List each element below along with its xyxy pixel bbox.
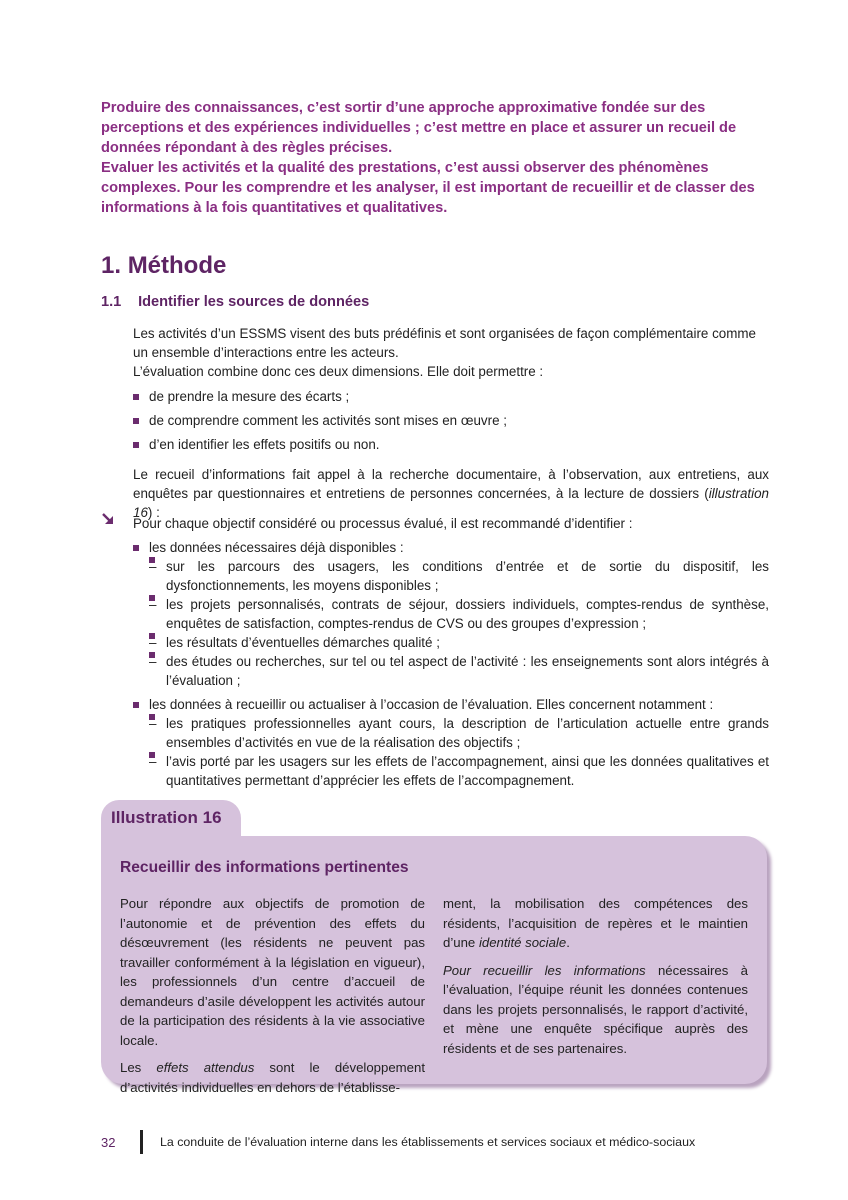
emphasis: effets attendus	[156, 1060, 255, 1075]
dash-list	[149, 557, 769, 690]
intro-summary	[101, 98, 781, 218]
footer-divider	[140, 1130, 143, 1154]
illustration-tab-label: Illustration 16	[111, 808, 222, 827]
illustration-tab	[101, 800, 241, 836]
running-footer: La conduite de l’évaluation interne dans les établissements et services sociaux et médico-sociaux	[160, 1135, 696, 1149]
paragraph	[120, 1058, 425, 1097]
paragraph-text: Les	[120, 1060, 157, 1075]
list-item: de prendre la mesure des écarts ;	[133, 387, 769, 406]
bullet-list	[133, 387, 769, 454]
illustration-title: Recueillir des informations pertinentes	[120, 859, 409, 876]
list-item: de comprendre comment les activités sont mises en œuvre ;	[133, 411, 769, 430]
objectives-block	[133, 324, 769, 522]
section-number: 1.	[101, 252, 122, 279]
paragraph	[443, 894, 748, 953]
paragraph-text: ) :	[147, 505, 160, 520]
paragraph-text: .	[566, 935, 570, 950]
list-item: d’en identifier les effets positifs ou non.	[133, 435, 769, 454]
list-item: – les résultats d’éventuelles démarches qualité ;	[149, 633, 769, 652]
list-item: – les pratiques professionnelles ayant cours, la description de l’articulation actuelle entre grands ensembles d’activités en vue de la réalisation des objectifs ;	[149, 714, 769, 752]
recommendation-block	[133, 514, 769, 795]
paragraph: Pour répondre aux objectifs de promotion de l’autonomie et de prévention des effets du désœuvrement (les résidents ne peuvent pas travailler conformément à la législation en vigueur), les professionnels d’un centre d’accueil de demandeurs d’asile développent les activités autour de la participation des résidents à la vie associative locale.	[120, 896, 425, 1048]
list-item	[133, 695, 769, 790]
arrow-down-right-icon	[101, 512, 117, 528]
illustration-column-right	[443, 894, 748, 1066]
dash-list	[149, 714, 769, 790]
paragraph-text: nécessaires à l’évaluation, l’équipe réunit les données contenues dans les projets personnalisés, le rapport d’activité, et mène une enquête spécifique auprès des résidents et de ses partenaires.	[443, 962, 749, 1056]
illustration-column-left	[120, 894, 425, 1105]
list-item-label: les données à recueillir ou actualiser à l’occasion de l’évaluation. Elles concernent notamment :	[149, 697, 714, 712]
paragraph: L’évaluation combine donc ces deux dimensions. Elle doit permettre :	[133, 364, 544, 379]
list-item: – sur les parcours des usagers, les conditions d’entrée et de sortie du dispositif, les dysfonctionnements, les moyens disponibles ;	[149, 557, 769, 595]
paragraph	[443, 961, 748, 1059]
section-title: Méthode	[127, 252, 227, 279]
bullet-list	[133, 538, 769, 790]
list-item: – des études ou recherches, sur tel ou tel aspect de l’activité : les enseignements sont alors intégrés à l’évaluation ;	[149, 652, 769, 690]
list-item: – l’avis porté par les usagers sur les effets de l’accompagnement, ainsi que les données qualitatives et quantitatives permettant d’apprécier les effets de l’accompagnement.	[149, 752, 769, 790]
section-heading	[101, 250, 226, 282]
paragraph: Les activités d’un ESSMS visent des buts prédéfinis et sont organisées de façon complémentaire comme un ensemble d’interactions entre les acteurs.	[133, 326, 756, 360]
illustration-reference: illustration 16	[133, 486, 769, 520]
list-item-label: les données nécessaires déjà disponibles :	[149, 540, 404, 555]
paragraph-text: Le recueil d’informations fait appel à la recherche documentaire, à l’observation, aux entretiens, aux enquêtes par questionnaires et entretiens de personnes concernées, à la lecture de dossiers (	[133, 467, 769, 501]
intro-paragraph-1: Produire des connaissances, c’est sortir d’une approche approximative fondée sur des perceptions et des expériences individuelles ; c’est mettre en place et assurer un recueil de données répondant à des règles précises.	[101, 100, 737, 156]
emphasis: identité sociale	[478, 935, 567, 950]
paragraph-text: ment, la mobilisation des compétences des résidents, l’acquisition de repères et le maintien d’une	[443, 896, 748, 950]
page-number: 32	[101, 1135, 116, 1150]
list-item: – les projets personnalisés, contrats de séjour, dossiers individuels, comptes-rendus de synthèse, enquêtes de satisfaction, comptes-rendus de CVS ou des groupes d’expression ;	[149, 595, 769, 633]
subsection-title: Identifier les sources de données	[138, 294, 370, 310]
subsection-heading	[101, 292, 369, 312]
recommendation-lead: Pour chaque objectif considéré ou processus évalué, il est recommandé d’identifier :	[133, 516, 633, 531]
paragraph-text: sont le développement d’activités individuelles en dehors de l’établisse-	[120, 1060, 425, 1095]
list-item	[133, 538, 769, 690]
intro-paragraph-2: Evaluer les activités et la qualité des prestations, c’est aussi observer des phénomènes complexes. Pour les comprendre et les analyser, il est important de recueillir et de classer des informations à la fois quantitatives et qualitatives.	[101, 160, 755, 216]
emphasis: Pour recueillir les informations	[443, 962, 646, 978]
subsection-number: 1.1	[101, 294, 122, 310]
